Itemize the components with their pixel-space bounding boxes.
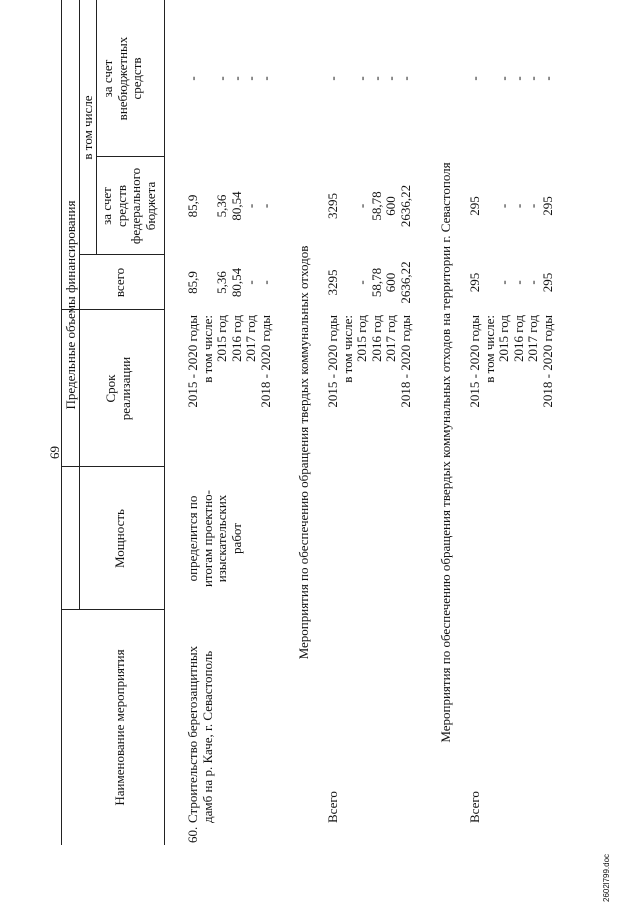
section1-federal-values: 3295 - 58,78 600 2636,22 — [325, 184, 413, 228]
total-header: всего — [112, 267, 127, 298]
period-header: Срок реализации — [103, 356, 133, 421]
federal-header: за счет средств федерального бюджета — [99, 167, 158, 245]
funding-group-header: Предельные объемы финансирования — [63, 200, 78, 410]
section2-total-label: Всего — [467, 791, 482, 823]
section1-total-values: 3295 - 58,78 600 2636,22 — [325, 261, 413, 304]
header-bottom-rule — [164, 0, 165, 845]
including-rule — [96, 0, 97, 255]
section2-extra-values: - - - - - — [467, 76, 555, 81]
section2-federal-values: 295 - - - 295 — [467, 196, 555, 216]
extrabudget-header: за счет внебюджетных средств — [100, 36, 144, 121]
capacity-header: Мощность — [112, 509, 127, 568]
table-top-rule — [61, 0, 62, 845]
row60-federal-values: 85,9 5,36 80,54 - - — [185, 191, 273, 221]
including-header: в том числе — [80, 95, 95, 160]
section2-title: Мероприятия по обеспечению обращения твердых коммунальных отходов на территории г. Севастополя — [438, 162, 453, 743]
section2-total-values: 295 - - - 295 — [467, 272, 555, 293]
row60-periods: 2015 - 2020 годы в том числе: 2015 год 2016 год 2017 год 2018 - 2020 годы — [185, 315, 273, 408]
row60-total-values: 85,9 5,36 80,54 - - — [185, 267, 273, 298]
document-id: 2602l799.doc — [602, 853, 611, 902]
section1-periods: 2015 - 2020 годы в том числе: 2015 год 2016 год 2017 год 2018 - 2020 годы — [325, 315, 413, 408]
row60-number: 60. — [185, 826, 200, 843]
row60-capacity: определится по итогам проектно- изыскательских работ — [185, 489, 244, 588]
row60-extra-values: - - - - - — [185, 76, 273, 81]
section1-title: Мероприятия по обеспечению обращения твердых коммунальных отходов — [296, 245, 311, 660]
section1-extra-values: - - - - - — [325, 76, 413, 81]
name-header: Наименование мероприятия — [112, 649, 127, 806]
row60-name: Строительство берегозащитных дамб на р. Каче, г. Севастополь — [185, 645, 215, 823]
page-number: 69 — [47, 446, 62, 459]
funding-group-rule — [79, 0, 80, 610]
section2-periods: 2015 - 2020 годы в том числе: 2015 год 2016 год 2017 год 2018 - 2020 годы — [467, 315, 555, 408]
section1-total-label: Всего — [325, 791, 340, 823]
